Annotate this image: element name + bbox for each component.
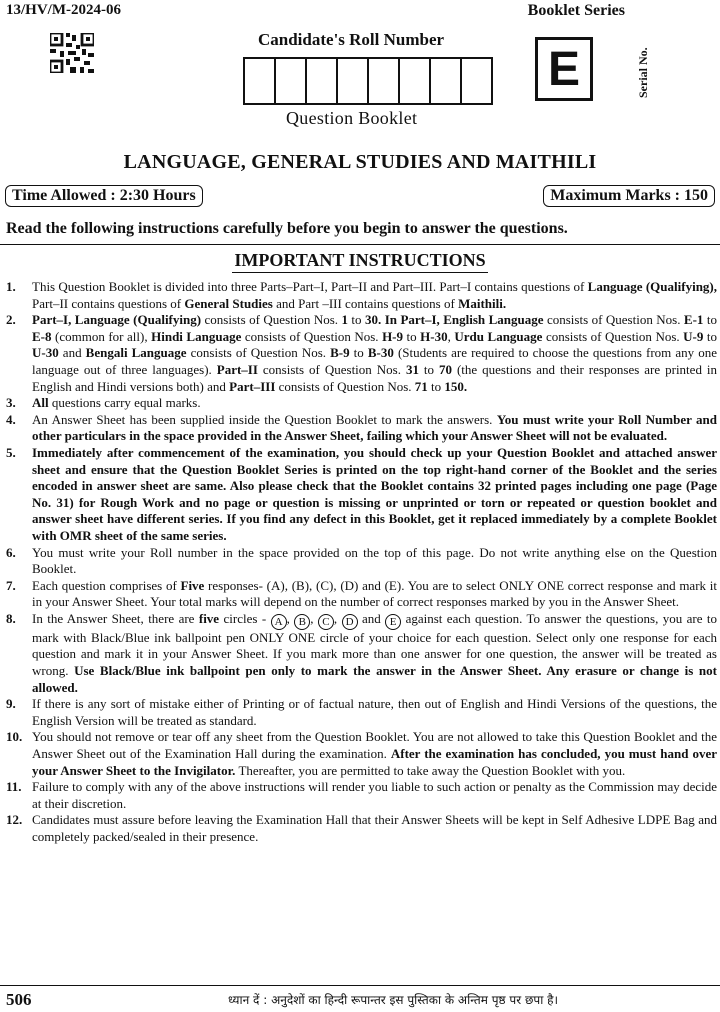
bold-text: 150.	[444, 378, 468, 394]
instruction-number: 2.	[6, 312, 16, 328]
bold-text: Language (Qualifying),	[587, 279, 717, 294]
serial-label: Serial No.	[636, 47, 650, 98]
text-run: (the questions and their responses are printed in English and Hindi versions both) and	[32, 361, 718, 394]
roll-digit-box[interactable]	[462, 59, 491, 103]
footer-divider	[0, 985, 720, 986]
bold-text: All	[32, 395, 49, 411]
roll-number-label: Candidate's Roll Number	[258, 30, 445, 49]
text-run: consists of Question Nos.	[186, 345, 331, 361]
instruction-text	[32, 312, 717, 395]
bold-text: Maithili.	[458, 295, 507, 311]
qr-code-icon	[50, 33, 94, 73]
text-run: questions carry equal marks.	[48, 395, 201, 411]
instructions-heading: IMPORTANT INSTRUCTIONS	[234, 250, 486, 270]
bold-text: You must write your Roll Number and other particulars in the space provided in the Answer Sheet, failing which your Answer Sheet will not be evaluated.	[32, 411, 717, 444]
text-run: Failure to comply with any of the above instructions will render you liable to such action or penalty as the Commission may decide at their discretion.	[32, 779, 717, 811]
heading-underline	[232, 272, 488, 273]
roll-digit-box[interactable]	[400, 59, 431, 103]
instruction-number: 12.	[6, 812, 23, 828]
roll-digit-box[interactable]	[245, 59, 276, 103]
instruction-text	[32, 412, 717, 445]
instruction-item	[6, 395, 717, 412]
bold-text: 31	[405, 361, 419, 377]
serial-number	[636, 30, 660, 100]
instruction-item	[6, 312, 717, 395]
bold-text: 1	[341, 312, 348, 328]
text-run: An Answer Sheet has been supplied inside the Question Booklet to mark the answers.	[32, 411, 497, 427]
bold-text: Bengali Language	[85, 345, 187, 361]
bold-text: 70	[439, 361, 452, 377]
text-run: responses- (A), (B), (C), (D) and (E). You are to select ONLY ONE correct response and mark it in your Answer Sheet. Your total marks will depend on the number of correct responses marked by you in the Answer Sheet.	[32, 577, 717, 610]
instruction-item	[6, 812, 717, 845]
instruction-item	[6, 729, 717, 779]
instruction-item	[6, 412, 717, 445]
series-letter-box: E	[535, 37, 593, 101]
text-run: to	[349, 345, 368, 361]
instruction-number: 11.	[6, 779, 22, 795]
instruction-text	[32, 611, 717, 696]
bold-text: Part–I, Language (Qualifying)	[32, 312, 202, 328]
bold-text: In Part–I, English Language	[381, 312, 544, 328]
text-run: consists of Question Nos.	[275, 378, 415, 394]
read-instruction: Read the following instructions carefully before you begin to answer the questions.	[6, 220, 568, 237]
text-run: consists of Question Nos.	[257, 361, 406, 377]
text-run: ,	[333, 610, 342, 626]
text-run: ,	[447, 328, 455, 344]
text-run: You should not remove or tear off any sheet from the Question Booklet. You are not allowed to take this Question Booklet and the Answer Sheet out of the Examination Hall during the examination.	[32, 729, 717, 762]
answer-circle-icon: E	[385, 614, 401, 630]
text-run: consists of Question Nos.	[201, 312, 342, 328]
instruction-text	[32, 578, 717, 611]
text-run: ,	[286, 610, 295, 626]
bold-text: Part–II	[216, 361, 258, 377]
text-run: consists of Question Nos.	[542, 328, 684, 344]
instruction-number: 6.	[6, 544, 16, 560]
instruction-item	[6, 545, 717, 578]
answer-circle-icon: A	[271, 614, 287, 630]
text-run: against each question. To answer the questions, you are to mark with Black/Blue ink ballpoint pen ONLY ONE circle of your choice for each question. Select only one response for each question and mark it in your Answer Sheet. If you mark more than one answer for one question, the answer will be treated as wrong.	[32, 610, 718, 679]
text-run: consists of Question Nos.	[543, 312, 684, 328]
text-run: Part–II contains questions of	[32, 295, 185, 311]
instruction-text	[32, 279, 717, 312]
text-run: to	[418, 361, 439, 377]
text-run: circles -	[219, 610, 271, 626]
roll-number-boxes[interactable]	[243, 57, 493, 105]
instruction-number: 7.	[6, 577, 16, 593]
text-run: You must write your Roll number in the space provided on the top of this page. Do not write anything else on the Question Booklet.	[32, 544, 717, 577]
instruction-text	[32, 395, 717, 412]
bold-text: E-1	[683, 312, 704, 328]
answer-circle-icon: B	[294, 614, 310, 630]
instruction-item	[6, 445, 717, 545]
bold-text: 71	[414, 378, 428, 394]
page-title: LANGUAGE, GENERAL STUDIES AND MAITHILI	[123, 151, 597, 173]
text-run: If there is any sort of mistake either of Printing or of factual nature, then out of English and Hindi Versions of the questions, the English Version will be treated as standard.	[32, 696, 717, 728]
text-run: Each question comprises of	[32, 577, 181, 593]
divider	[0, 244, 720, 245]
instruction-text	[32, 696, 717, 729]
answer-circle-icon: D	[342, 614, 358, 630]
bold-text: B-30	[367, 345, 394, 361]
instruction-text	[32, 445, 717, 545]
instruction-number: 4.	[6, 411, 16, 427]
bold-text: Hindi Language	[151, 328, 242, 344]
text-run: and	[58, 345, 86, 361]
roll-digit-box[interactable]	[431, 59, 462, 103]
instruction-text	[32, 545, 717, 578]
roll-digit-box[interactable]	[338, 59, 369, 103]
instruction-item	[6, 611, 717, 696]
text-run: This Question Booklet is divided into three Parts–Part–I, Part–II and Part–III. Part–I contains questions of	[32, 279, 588, 294]
text-run: to	[427, 378, 445, 394]
text-run: In the Answer Sheet, there are	[32, 610, 199, 626]
bold-text: Urdu Language	[454, 328, 543, 344]
text-run: to	[347, 312, 365, 328]
text-run: to	[703, 312, 717, 328]
instruction-item	[6, 578, 717, 611]
bold-text: E-8	[32, 328, 52, 344]
text-run: ,	[310, 610, 318, 626]
text-run: to	[703, 328, 718, 344]
bold-text: B-9	[330, 345, 350, 361]
bold-text: 30.	[365, 312, 382, 328]
text-run: Candidates must assure before leaving the Examination Hall that their Answer Sheets will be kept in Self Adhesive LDPE Bag and completely packed/sealed in their presence.	[32, 812, 717, 844]
bold-text: General Studies	[184, 295, 273, 311]
bold-text: Use Black/Blue ink ballpoint pen only to mark the answer in the Answer Sheet. Any erasure or change is not allowed.	[32, 663, 717, 695]
roll-digit-box[interactable]	[276, 59, 307, 103]
text-run: Thereafter, you are permitted to take away the Question Booklet with you.	[235, 762, 626, 778]
instruction-text	[32, 779, 717, 812]
bold-text: U-9	[683, 328, 704, 344]
bold-text: Immediately after commencement of the examination, you should check up your Question Booklet and attached answer sheet and ensure that the Question Booklet Series is printed on the top right-hand corner of the Booklet and the series encoded in answer sheet are same. Also please check that the Booklet contains 32 printed pages including one page (Page No. 31) for Rough Work and no page or question is missing or unprinted or torn or repeated or question booklet and answer sheet have different series. If you find any defect in this Booklet, get it replaced immediately by a complete Booklet with OMR sheet of the same series.	[32, 444, 717, 543]
text-run: and Part –III contains questions of	[272, 295, 459, 311]
bold-text: After the examination has concluded, you must hand over your Answer Sheet to the Invigilator.	[32, 746, 717, 778]
question-booklet-label: Question Booklet	[286, 108, 418, 128]
text-run: and	[357, 610, 386, 626]
instruction-item	[6, 696, 717, 729]
bold-text: Five	[180, 577, 205, 593]
booklet-series-label: Booklet Series	[527, 2, 625, 19]
instruction-number: 1.	[6, 279, 16, 294]
instruction-number: 8.	[6, 610, 16, 626]
instructions-list	[6, 279, 717, 846]
instruction-text	[32, 729, 717, 779]
instruction-item	[6, 779, 717, 812]
answer-circle-icon: C	[318, 614, 334, 630]
text-run: consists of Question Nos.	[241, 328, 383, 344]
instruction-text	[32, 812, 717, 845]
booklet-code: 13/HV/M-2024-06	[6, 2, 121, 18]
max-marks-badge: Maximum Marks : 150	[543, 185, 715, 207]
instruction-number: 10.	[6, 729, 23, 745]
text-run: (common for all),	[51, 328, 152, 344]
bold-text: five	[198, 610, 220, 626]
instruction-number: 3.	[6, 395, 16, 411]
roll-digit-box[interactable]	[307, 59, 338, 103]
page-number: 506	[6, 990, 32, 1009]
time-allowed-badge: Time Allowed : 2:30 Hours	[5, 185, 203, 207]
text-run: (Students are required to choose the questions from any one language out of three languages).	[32, 345, 717, 377]
bold-text: Part–III	[229, 378, 276, 394]
text-run: to	[403, 328, 421, 344]
instruction-number: 5.	[6, 444, 16, 460]
roll-digit-box[interactable]	[369, 59, 400, 103]
instruction-item	[6, 279, 717, 312]
hindi-note: ध्यान दें : अनुदेशों का हिन्दी रूपान्तर इस पुस्तिका के अन्तिम पृष्ठ पर छपा है।	[228, 993, 559, 1007]
bold-text: U-30	[32, 345, 59, 361]
bold-text: H-9	[382, 328, 404, 344]
bold-text: H-30	[420, 328, 448, 344]
instruction-number: 9.	[6, 696, 16, 712]
